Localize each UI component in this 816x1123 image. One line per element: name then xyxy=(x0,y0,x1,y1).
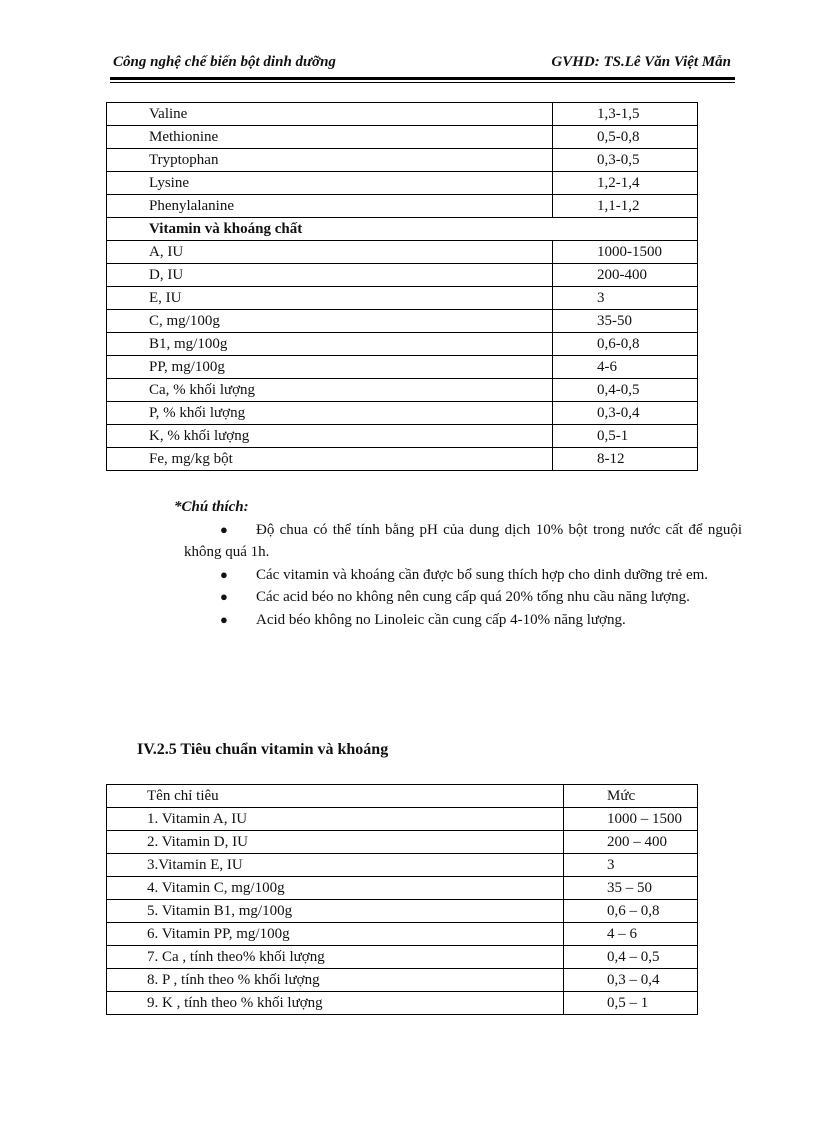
note-item xyxy=(172,519,742,564)
nutrient-value: 1,3-1,5 xyxy=(553,103,698,126)
criterion-name: 2. Vitamin D, IU xyxy=(107,831,564,854)
note-text: Các vitamin và khoáng cần được bổ sung thích hợp cho dinh dưỡng trẻ em. xyxy=(256,566,709,583)
criterion-name: 4. Vitamin C, mg/100g xyxy=(107,877,564,900)
header-instructor: GVHD: TS.Lê Văn Việt Mẫn xyxy=(551,54,731,70)
section-heading: Vitamin và khoáng chất xyxy=(107,218,698,241)
nutrition-table xyxy=(106,102,698,471)
criterion-value: 0,5 – 1 xyxy=(564,992,698,1015)
nutrient-name: Lysine xyxy=(107,172,553,195)
nutrient-name: PP, mg/100g xyxy=(107,356,553,379)
bullet-icon: ● xyxy=(220,611,228,627)
criterion-value: 4 – 6 xyxy=(564,923,698,946)
nutrient-name: Ca, % khối lượng xyxy=(107,379,553,402)
note-item xyxy=(172,564,742,587)
nutrient-value: 0,5-0,8 xyxy=(553,126,698,149)
column-header-name: Tên chỉ tiêu xyxy=(107,785,564,808)
table-row xyxy=(107,831,698,854)
nutrient-value: 0,3-0,4 xyxy=(553,402,698,425)
table-row xyxy=(107,402,698,425)
criterion-value: 1000 – 1500 xyxy=(564,808,698,831)
note-item xyxy=(172,609,742,632)
criterion-name: 1. Vitamin A, IU xyxy=(107,808,564,831)
table-row xyxy=(107,808,698,831)
nutrient-value: 200-400 xyxy=(553,264,698,287)
table-row xyxy=(107,149,698,172)
bullet-icon: ● xyxy=(220,589,228,604)
criterion-name: 8. P , tính theo % khối lượng xyxy=(107,969,564,992)
nutrient-value: 1000-1500 xyxy=(553,241,698,264)
nutrient-name: D, IU xyxy=(107,264,553,287)
table-row xyxy=(107,946,698,969)
nutrient-value: 1,1-1,2 xyxy=(553,195,698,218)
table-row xyxy=(107,448,698,471)
notes-title: *Chú thích: xyxy=(174,499,249,515)
notes-block xyxy=(172,496,742,631)
table-row xyxy=(107,900,698,923)
criterion-name: 7. Ca , tính theo% khối lượng xyxy=(107,946,564,969)
table-row xyxy=(107,241,698,264)
nutrient-value: 8-12 xyxy=(553,448,698,471)
nutrient-name: Phenylalanine xyxy=(107,195,553,218)
nutrient-name: E, IU xyxy=(107,287,553,310)
table-row xyxy=(107,172,698,195)
vitamin-standard-table xyxy=(106,784,698,1015)
nutrient-value: 3 xyxy=(553,287,698,310)
nutrient-name: P, % khối lượng xyxy=(107,402,553,425)
header-course-title: Công nghệ chế biến bột dinh dưỡng xyxy=(113,54,336,70)
note-text: Acid béo không no Linoleic cần cung cấp 4-10% năng lượng. xyxy=(256,611,626,628)
table-row xyxy=(107,877,698,900)
table-row xyxy=(107,103,698,126)
nutrient-value: 0,6-0,8 xyxy=(553,333,698,356)
nutrient-value: 4-6 xyxy=(553,356,698,379)
bullet-icon: ● xyxy=(220,566,228,582)
table-row xyxy=(107,264,698,287)
note-text: Các acid béo no không nên cung cấp quá 20% tổng nhu cầu năng lượng. xyxy=(256,589,690,605)
note-text: Độ chua có thể tính bằng pH của dung dịch 10% bột trong nước cất để nguội không quá 1h. xyxy=(184,521,742,560)
table-section-row xyxy=(107,218,698,241)
nutrient-value: 0,3-0,5 xyxy=(553,149,698,172)
criterion-name: 3.Vitamin E, IU xyxy=(107,854,564,877)
table-header-row xyxy=(107,785,698,808)
column-header-value: Mức xyxy=(564,785,698,808)
criterion-value: 200 – 400 xyxy=(564,831,698,854)
table-row xyxy=(107,310,698,333)
header-thick-rule xyxy=(110,77,735,80)
bullet-icon: ● xyxy=(220,521,228,537)
nutrient-value: 35-50 xyxy=(553,310,698,333)
criterion-name: 5. Vitamin B1, mg/100g xyxy=(107,900,564,923)
criterion-name: 6. Vitamin PP, mg/100g xyxy=(107,923,564,946)
nutrient-name: C, mg/100g xyxy=(107,310,553,333)
note-item xyxy=(172,586,742,609)
table-row xyxy=(107,195,698,218)
table-row xyxy=(107,992,698,1015)
criterion-value: 0,6 – 0,8 xyxy=(564,900,698,923)
nutrient-name: A, IU xyxy=(107,241,553,264)
table-row xyxy=(107,379,698,402)
criterion-value: 3 xyxy=(564,854,698,877)
header-thin-rule xyxy=(110,82,735,83)
table-row xyxy=(107,854,698,877)
section-heading-vitamin-standard: IV.2.5 Tiêu chuẩn vitamin và khoáng xyxy=(137,741,389,758)
nutrient-name: K, % khối lượng xyxy=(107,425,553,448)
nutrient-name: Valine xyxy=(107,103,553,126)
table-row xyxy=(107,969,698,992)
table-row xyxy=(107,923,698,946)
nutrient-value: 1,2-1,4 xyxy=(553,172,698,195)
nutrient-name: Fe, mg/kg bột xyxy=(107,448,553,471)
table-row xyxy=(107,126,698,149)
table-row xyxy=(107,356,698,379)
criterion-name: 9. K , tính theo % khối lượng xyxy=(107,992,564,1015)
criterion-value: 0,4 – 0,5 xyxy=(564,946,698,969)
nutrient-value: 0,5-1 xyxy=(553,425,698,448)
criterion-value: 0,3 – 0,4 xyxy=(564,969,698,992)
table-row xyxy=(107,425,698,448)
table-row xyxy=(107,333,698,356)
nutrient-name: B1, mg/100g xyxy=(107,333,553,356)
nutrient-name: Tryptophan xyxy=(107,149,553,172)
nutrient-name: Methionine xyxy=(107,126,553,149)
table-row xyxy=(107,287,698,310)
criterion-value: 35 – 50 xyxy=(564,877,698,900)
nutrient-value: 0,4-0,5 xyxy=(553,379,698,402)
page-header xyxy=(110,53,735,79)
